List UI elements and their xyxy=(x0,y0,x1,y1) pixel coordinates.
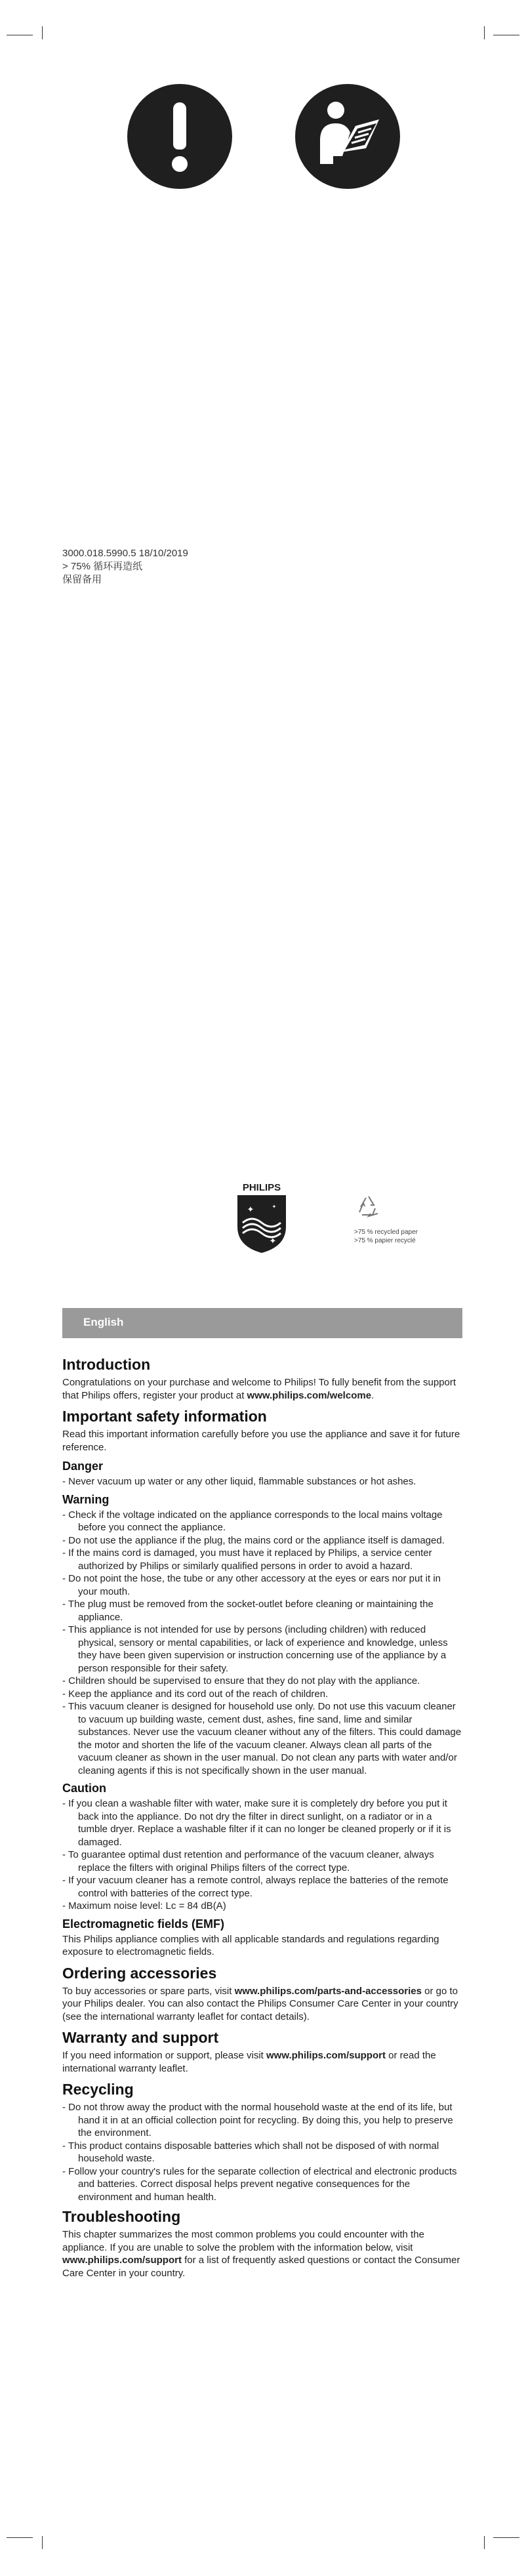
list-item: - Maximum noise level: Lc = 84 dB(A) xyxy=(62,1900,462,1913)
section-safety xyxy=(62,1407,462,1454)
list-item: - Do not use the appliance if the plug, the mains cord or the appliance itself is damaged. xyxy=(62,1534,462,1547)
caution-title: Caution xyxy=(62,1782,106,1795)
section-accessories xyxy=(62,1964,462,2024)
warranty-text xyxy=(62,2049,462,2075)
welcome-link[interactable]: www.philips.com/welcome xyxy=(247,1389,372,1401)
recycled-paper-en: >75 % recycled paper xyxy=(354,1229,418,1236)
recycling-title: Recycling xyxy=(62,2081,134,2098)
list-item: - If your vacuum cleaner has a remote control, always replace the batteries of the remote control with batteries of the correct type. xyxy=(62,1874,462,1900)
troubleshooting-support-link[interactable]: www.philips.com/support xyxy=(62,2255,182,2266)
troubleshooting-title: Troubleshooting xyxy=(62,2208,181,2225)
philips-logo xyxy=(233,1181,290,1257)
caution-list xyxy=(62,1797,462,1913)
warning-list xyxy=(62,1509,462,1778)
introduction-title: Introduction xyxy=(62,1356,151,1373)
list-item: - To guarantee optimal dust retention and performance of the vacuum cleaner, always replace the filters with original Philips filters of the correct type. xyxy=(62,1849,462,1874)
accessories-body-start: To buy accessories or spare parts, visit xyxy=(62,1985,232,1997)
safety-title: Important safety information xyxy=(62,1408,267,1425)
exclamation-bar xyxy=(173,102,186,150)
danger-list xyxy=(62,1475,462,1488)
svg-text:✦: ✦ xyxy=(269,1236,277,1246)
crop-mark xyxy=(42,26,43,39)
doc-code: 3000.018.5990.5 18/10/2019 xyxy=(62,548,188,559)
list-item: - Do not throw away the product with the normal household waste at the end of its life, but hand it in at an official collection point for recycling. By doing this, you help to preserve the environment. xyxy=(62,2101,462,2140)
introduction-text xyxy=(62,1376,462,1402)
exclamation-dot xyxy=(172,156,188,172)
crop-mark xyxy=(7,2537,33,2538)
list-item: - Do not point the hose, the tube or any other accessory at the eyes or ears nor put it in your mouth. xyxy=(62,1572,462,1598)
manual-content xyxy=(62,1353,462,2285)
philips-brand-text: PHILIPS xyxy=(242,1182,281,1193)
section-emf xyxy=(62,1917,462,1959)
svg-text:✦: ✦ xyxy=(272,1204,277,1210)
list-item: - Follow your country's rules for the separate collection of electrical and electronic products and batteries. Correct disposal helps prevent negative consequences for the environment and human health. xyxy=(62,2165,462,2204)
list-item: - This appliance is not intended for use by persons (including children) with reduced physical, sensory or mental capabilities, or lack of experience and knowledge, unless they have been given supervision or instruction concerning use of the appliance by a person responsible for their safety. xyxy=(62,1624,462,1675)
recycle-icon xyxy=(354,1193,383,1225)
list-item: - If the mains cord is damaged, you must have it replaced by Philips, a service center authorized by Philips or similarly qualified persons in order to avoid a hazard. xyxy=(62,1547,462,1572)
list-item: - If you clean a washable filter with water, make sure it is completely dry before you put it back into the appliance. Do not dry the filter in direct sunlight, on a radiator or in a tumble dryer. Replace a washable filter if it can no longer be cleaned properly or if it is damaged. xyxy=(62,1797,462,1849)
section-warranty xyxy=(62,2028,462,2075)
crop-mark xyxy=(484,26,485,39)
language-header xyxy=(62,1308,462,1338)
parts-accessories-link[interactable]: www.philips.com/parts-and-accessories xyxy=(234,1985,422,1997)
list-item: - The plug must be removed from the socket-outlet before cleaning or maintaining the appliance. xyxy=(62,1598,462,1624)
warning-exclamation-icon xyxy=(127,84,232,189)
safety-text: Read this important information carefully before you use the appliance and save it for future reference. xyxy=(62,1429,460,1453)
troubleshooting-body-start: This chapter summarizes the most common problems you could encounter with the appliance. If you are unable to solve the problem with the information below, visit xyxy=(62,2229,424,2253)
accessories-body-end: or go to your Philips dealer. You can also contact the Philips Consumer Care Center in your country (see the international warranty leaflet for contact details). xyxy=(62,1985,458,2022)
paper-note: > 75% 循环再造纸 xyxy=(62,561,143,572)
list-item: - Check if the voltage indicated on the appliance corresponds to the local mains voltage before you connect the appliance. xyxy=(62,1509,462,1534)
section-danger xyxy=(62,1459,462,1488)
recycled-paper-note xyxy=(354,1228,418,1245)
section-troubleshooting xyxy=(62,2207,462,2280)
emf-title: Electromagnetic fields (EMF) xyxy=(62,1917,225,1931)
troubleshooting-text xyxy=(62,2228,462,2280)
svg-text:✦: ✦ xyxy=(247,1204,254,1214)
warranty-title: Warranty and support xyxy=(62,2029,219,2046)
list-item: - Keep the appliance and its cord out of the reach of children. xyxy=(62,1688,462,1701)
warning-title: Warning xyxy=(62,1492,110,1506)
section-introduction xyxy=(62,1355,462,1402)
list-item: - This vacuum cleaner is designed for household use only. Do not use this vacuum cleaner to vacuum up building waste, cement dust, ashes, fine sand, lime and similar substances. Never use the vacuum cleaner without any of the filters. This could damage the motor and shorten the life of the vacuum cleaner. Always clean all parts of the vacuum cleaner as shown in the user manual. Do not clean any parts with water and/or cleaning agents if this is not specifically shown in the user manual. xyxy=(62,1700,462,1777)
recycled-paper-fr: >75 % papier recyclé xyxy=(354,1237,416,1244)
troubleshooting-body-end: for a list of frequently asked questions or contact the Consumer Care Center in your country. xyxy=(62,2255,460,2279)
section-caution xyxy=(62,1781,462,1913)
read-manual-glyph xyxy=(295,84,400,189)
danger-title: Danger xyxy=(62,1460,104,1473)
list-item: - This product contains disposable batteries which shall not be disposed of with normal household waste. xyxy=(62,2140,462,2165)
section-warning xyxy=(62,1492,462,1778)
list-item: - Never vacuum up water or any other liquid, flammable substances or hot ashes. xyxy=(62,1475,462,1488)
accessories-title: Ordering accessories xyxy=(62,1964,217,1982)
list-item: - Children should be supervised to ensure that they do not play with the appliance. xyxy=(62,1675,462,1688)
warranty-body-end: or read the international warranty leaflet. xyxy=(62,2050,436,2074)
language-label: English xyxy=(83,1316,124,1328)
crop-mark xyxy=(42,2536,43,2549)
introduction-body: Congratulations on your purchase and welcome to Philips! To fully benefit from the support that Philips offers, register your product at xyxy=(62,1377,456,1401)
warranty-body-start: If you need information or support, please visit xyxy=(62,2050,264,2061)
keep-note: 保留备用 xyxy=(62,574,102,585)
support-link[interactable]: www.philips.com/support xyxy=(266,2050,386,2061)
read-manual-icon xyxy=(295,84,400,189)
crop-mark xyxy=(493,2537,519,2538)
introduction-suffix: . xyxy=(371,1389,374,1401)
recycling-list xyxy=(62,2101,462,2203)
section-recycling xyxy=(62,2080,462,2203)
emf-text: This Philips appliance complies with all applicable standards and regulations regarding exposure to electromagnetic fields. xyxy=(62,1933,439,1957)
accessories-text xyxy=(62,1985,462,2024)
crop-mark xyxy=(484,2536,485,2549)
document-meta xyxy=(62,547,188,586)
